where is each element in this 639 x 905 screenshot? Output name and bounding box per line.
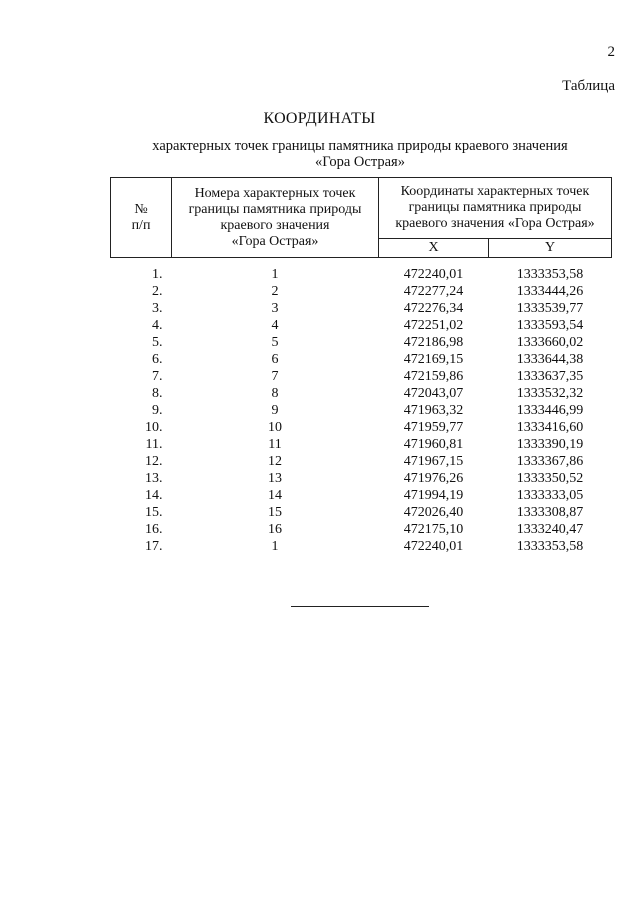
table-row bbox=[111, 402, 612, 419]
cell-x: 472186,98 bbox=[403, 335, 464, 350]
cell-row-number: 11. bbox=[145, 437, 163, 452]
cell-y: 1333593,54 bbox=[516, 318, 584, 333]
cell-point-number: 6 bbox=[271, 352, 279, 367]
cell-y: 1333539,77 bbox=[516, 301, 584, 316]
cell-row-number: 9. bbox=[152, 403, 163, 418]
table-row bbox=[111, 521, 612, 538]
table-row bbox=[111, 317, 612, 334]
table-body bbox=[111, 258, 612, 556]
cell-row-number: 8. bbox=[152, 386, 163, 401]
table-label: Таблица bbox=[562, 78, 615, 94]
cell-row-number: 5. bbox=[152, 335, 163, 350]
cell-y: 1333637,35 bbox=[516, 369, 584, 384]
document-title: КООРДИНАТЫ bbox=[263, 110, 376, 127]
cell-x: 472251,02 bbox=[403, 318, 464, 333]
header-text: Координаты характерных точек bbox=[400, 184, 590, 199]
cell-x: 472240,01 bbox=[403, 267, 464, 282]
table-row bbox=[111, 538, 612, 555]
table-row bbox=[111, 334, 612, 351]
cell-row-number: 4. bbox=[152, 318, 163, 333]
cell-point-number: 10 bbox=[268, 420, 282, 435]
header-text: границы памятника природы bbox=[408, 200, 582, 215]
cell-point-number: 1 bbox=[271, 267, 279, 282]
table-row bbox=[111, 283, 612, 300]
coordinates-table bbox=[110, 177, 612, 555]
cell-y: 1333444,26 bbox=[516, 284, 584, 299]
cell-y: 1333644,38 bbox=[516, 352, 584, 367]
table-row bbox=[111, 436, 612, 453]
cell-y: 1333446,99 bbox=[516, 403, 584, 418]
cell-point-number: 12 bbox=[268, 454, 282, 469]
header-y: Y bbox=[489, 239, 612, 258]
cell-y: 1333333,05 bbox=[516, 488, 584, 503]
table-row bbox=[111, 385, 612, 402]
cell-point-number: 16 bbox=[268, 522, 282, 537]
cell-row-number: 16. bbox=[145, 522, 163, 537]
cell-point-number: 1 bbox=[271, 539, 279, 554]
table-row bbox=[111, 419, 612, 436]
cell-y: 1333353,58 bbox=[516, 539, 584, 554]
header-text: границы памятника природы bbox=[188, 201, 362, 217]
header-text: Номера характерных точек bbox=[194, 185, 356, 201]
cell-row-number: 12. bbox=[145, 454, 163, 469]
cell-row-number: 14. bbox=[145, 488, 163, 503]
cell-x: 471960,81 bbox=[403, 437, 464, 452]
cell-x: 471967,15 bbox=[403, 454, 464, 469]
header-text: п/п bbox=[131, 217, 151, 233]
cell-x: 472277,24 bbox=[403, 284, 464, 299]
cell-x: 472240,01 bbox=[403, 539, 464, 554]
cell-x: 472175,10 bbox=[403, 522, 464, 537]
cell-point-number: 8 bbox=[271, 386, 279, 401]
cell-point-number: 11 bbox=[268, 437, 282, 452]
header-row-number bbox=[111, 178, 172, 258]
table-row bbox=[111, 487, 612, 504]
cell-point-number: 4 bbox=[271, 318, 279, 333]
cell-x: 471976,26 bbox=[403, 471, 464, 486]
cell-row-number: 13. bbox=[145, 471, 163, 486]
cell-y: 1333308,87 bbox=[516, 505, 584, 520]
subtitle-line: «Гора Острая» bbox=[315, 154, 405, 170]
cell-row-number: 17. bbox=[145, 539, 163, 554]
cell-y: 1333416,60 bbox=[516, 420, 584, 435]
cell-row-number: 15. bbox=[145, 505, 163, 520]
table-row bbox=[111, 351, 612, 368]
page-number: 2 bbox=[607, 44, 615, 60]
cell-point-number: 13 bbox=[268, 471, 282, 486]
cell-row-number: 7. bbox=[152, 369, 163, 384]
header-point-numbers bbox=[172, 178, 379, 258]
cell-y: 1333390,19 bbox=[516, 437, 584, 452]
cell-x: 472026,40 bbox=[403, 505, 464, 520]
table-row bbox=[111, 470, 612, 487]
cell-row-number: 2. bbox=[152, 284, 163, 299]
document-subtitle bbox=[100, 138, 620, 170]
header-x: X bbox=[379, 239, 489, 258]
cell-x: 471959,77 bbox=[403, 420, 464, 435]
cell-point-number: 9 bbox=[271, 403, 279, 418]
cell-x: 472159,86 bbox=[403, 369, 464, 384]
cell-y: 1333532,32 bbox=[516, 386, 584, 401]
cell-y: 1333240,47 bbox=[516, 522, 584, 537]
table-header bbox=[111, 178, 612, 258]
table-row bbox=[111, 504, 612, 521]
cell-y: 1333367,86 bbox=[516, 454, 584, 469]
cell-point-number: 2 bbox=[271, 284, 279, 299]
cell-x: 472276,34 bbox=[403, 301, 464, 316]
cell-point-number: 15 bbox=[268, 505, 282, 520]
header-text: № bbox=[134, 201, 148, 217]
cell-x: 472169,15 bbox=[403, 352, 464, 367]
table-row bbox=[111, 266, 612, 283]
cell-x: 471994,19 bbox=[403, 488, 464, 503]
cell-row-number: 1. bbox=[152, 267, 163, 282]
table-row bbox=[111, 368, 612, 385]
cell-x: 472043,07 bbox=[403, 386, 464, 401]
cell-point-number: 5 bbox=[271, 335, 279, 350]
header-coordinates bbox=[379, 178, 612, 239]
header-text: краевого значения bbox=[220, 217, 330, 233]
closing-rule bbox=[291, 606, 429, 607]
cell-row-number: 6. bbox=[152, 352, 163, 367]
cell-y: 1333353,58 bbox=[516, 267, 584, 282]
cell-x: 471963,32 bbox=[403, 403, 464, 418]
cell-point-number: 7 bbox=[271, 369, 279, 384]
table-row bbox=[111, 300, 612, 317]
table-row bbox=[111, 453, 612, 470]
subtitle-line: характерных точек границы памятника природы краевого значения bbox=[152, 138, 568, 154]
cell-point-number: 3 bbox=[271, 301, 279, 316]
cell-y: 1333350,52 bbox=[516, 471, 584, 486]
cell-row-number: 3. bbox=[152, 301, 163, 316]
cell-row-number: 10. bbox=[145, 420, 163, 435]
cell-y: 1333660,02 bbox=[516, 335, 584, 350]
header-text: «Гора Острая» bbox=[231, 233, 319, 249]
header-text: краевого значения «Гора Острая» bbox=[395, 216, 595, 231]
cell-point-number: 14 bbox=[268, 488, 282, 503]
